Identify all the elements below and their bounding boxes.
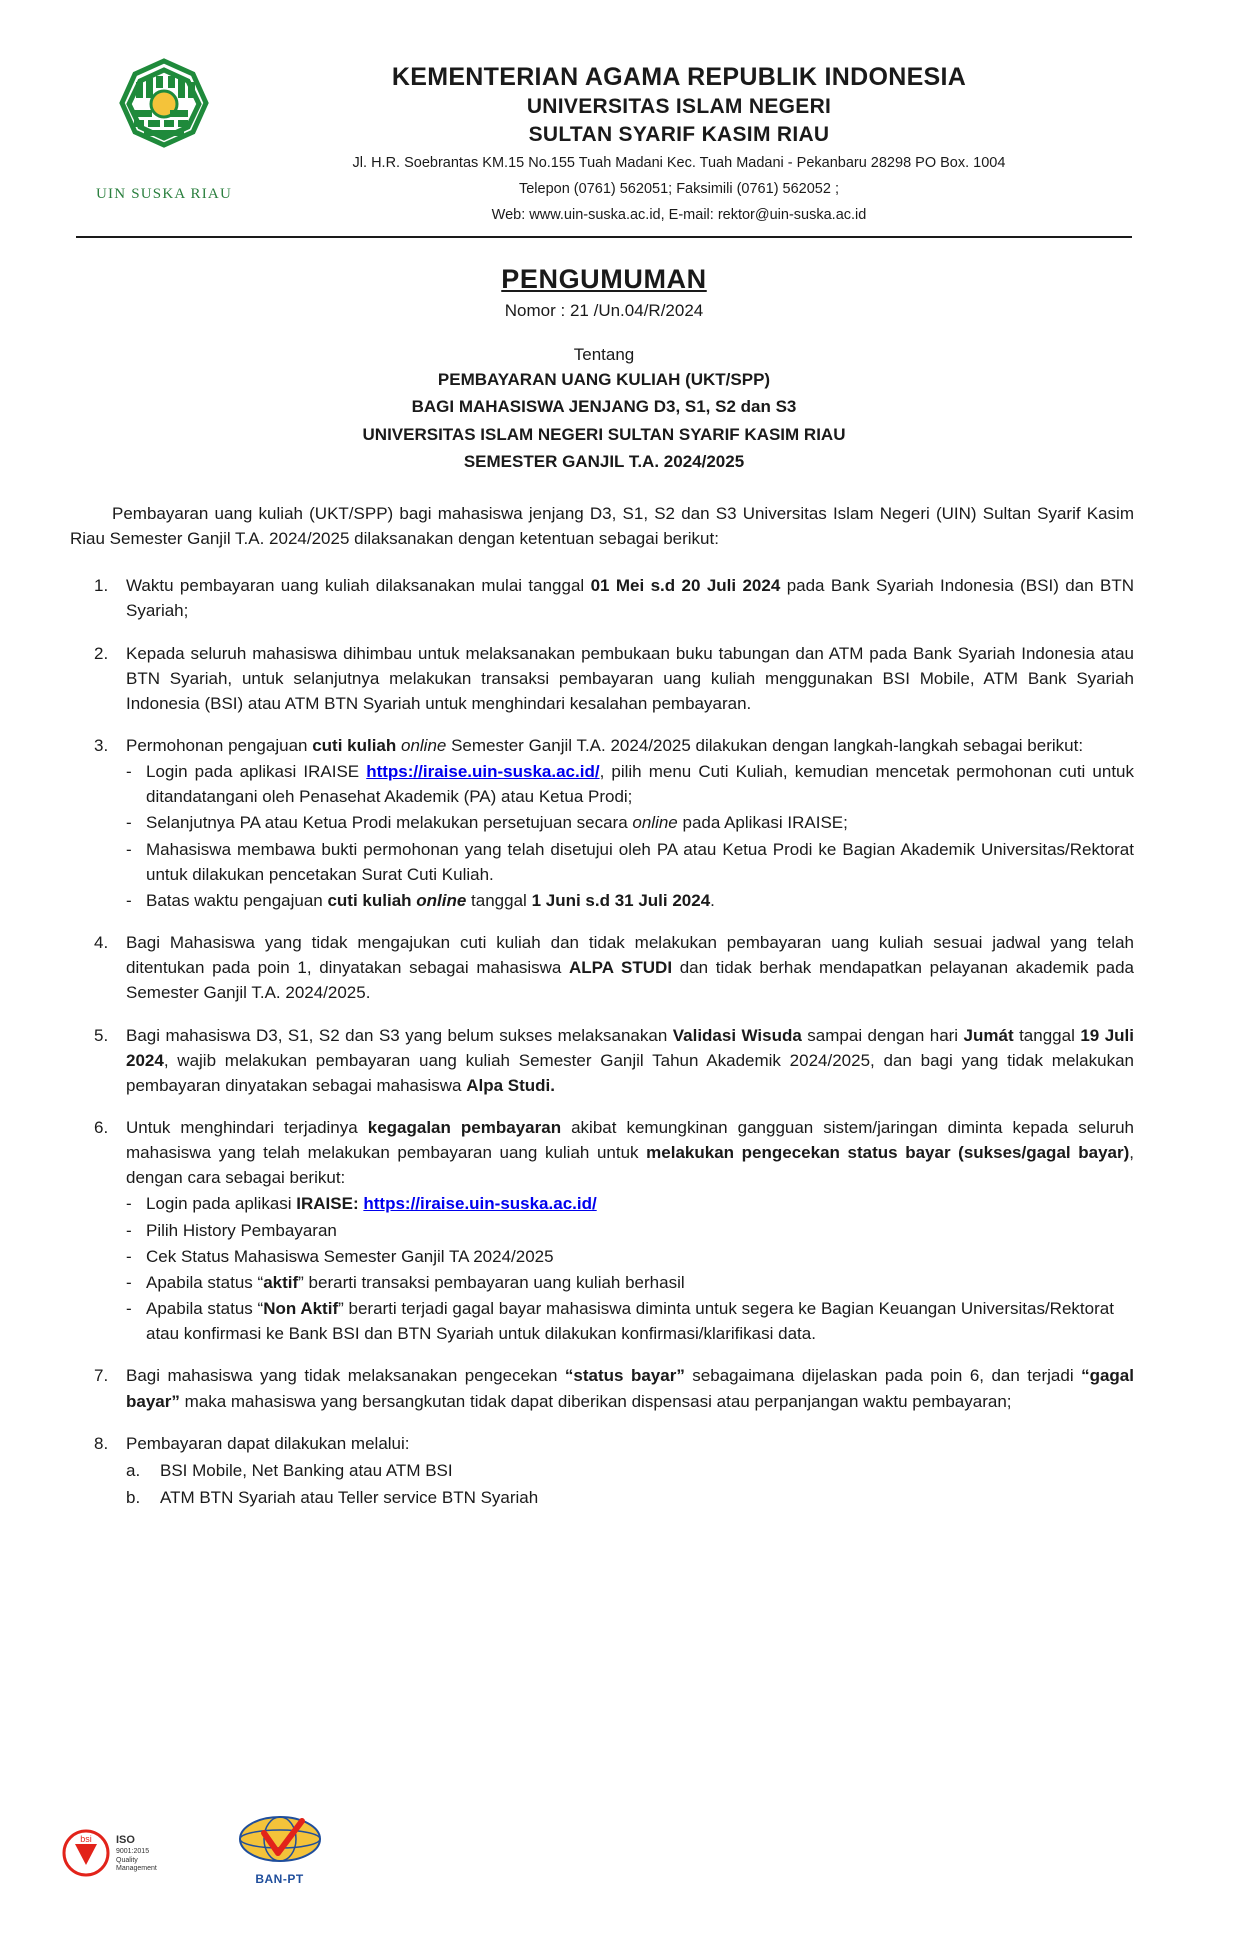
clause-5-text-d: , wajib melakukan pembayaran uang kuliah Semester Ganjil Tahun Akademik 2024/2025, dan bagi yang tidak melakukan pembayaran dinyatakan sebagai mahasiswa (126, 1050, 1134, 1095)
list-item (126, 1458, 1134, 1483)
page-title: PENGUMUMAN (501, 263, 707, 294)
list-item (126, 810, 1134, 835)
clause-6-sub4-text-a: Apabila status “ (146, 1272, 264, 1292)
clause-3-sublist (126, 759, 1134, 913)
clause-7-text-b: sebagaimana dijelaskan pada poin 6, dan terjadi (684, 1366, 1082, 1386)
title-block (64, 264, 1144, 475)
clause-6-sub2-text: Pilih History Pembayaran (146, 1220, 337, 1240)
clause-3-sub4-bold: cuti kuliah (327, 890, 417, 910)
clause-6-sub4-text-b: ” berarti transaksi pembayaran uang kuliah berhasil (298, 1272, 685, 1292)
document-number-label: Nomor : (504, 300, 566, 320)
svg-text:ISO: ISO (116, 1834, 135, 1846)
clause-3-sub4-text-a: Batas waktu pengajuan (146, 890, 328, 910)
uin-suska-logo-icon (100, 56, 228, 184)
clause-6-bold-cek: melakukan pengecekan status bayar (sukses/gagal bayar) (646, 1143, 1130, 1163)
clause-5-bold-validasi: Validasi Wisuda (672, 1025, 802, 1045)
clause-number: 1. (94, 576, 109, 596)
clause-list (64, 573, 1144, 1510)
clause-3-sub1-text-a: Login pada aplikasi IRAISE (146, 762, 367, 782)
clause-item-1 (70, 573, 1134, 623)
list-item (126, 759, 1134, 809)
clause-1-dates: 01 Mei s.d 20 Juli 2024 (590, 576, 781, 596)
list-item (126, 1218, 1134, 1243)
iso-badge-icon (62, 1825, 182, 1881)
clause-8-text: Pembayaran dapat dilakukan melalui: (126, 1433, 410, 1453)
clause-6-sub5-text-b: ” berarti terjadi gagal bayar mahasiswa diminta untuk segera ke Bagian Keuangan Universitas/Rektorat atau konfirmasi ke Bank BSI dan BTN Syariah untuk dilakukan konfirmasi/klarifikasi data. (146, 1299, 1114, 1344)
clause-5-text-b: sampai dengan hari (801, 1025, 964, 1045)
dash-bullet: - (126, 1220, 132, 1240)
dash-bullet: - (126, 1246, 132, 1266)
svg-text:Management: Management (116, 1865, 157, 1872)
clause-6-status-non-aktif: Non Aktif (263, 1299, 339, 1319)
document-number (64, 301, 1144, 321)
clause-number: 4. (94, 933, 109, 953)
svg-text:Quality: Quality (116, 1857, 138, 1864)
clause-3-sub2-text-b: pada Aplikasi IRAISE; (677, 813, 848, 833)
clause-1-text-a: Waktu pembayaran uang kuliah dilaksanakan mulai tanggal (126, 576, 591, 596)
clause-7-text-c: maka mahasiswa yang bersangkutan tidak dapat diberikan dispensasi atau perpanjangan waktu pembayaran; (179, 1391, 1012, 1411)
clause-number: 2. (94, 643, 109, 663)
clause-5-bold-day: Jumát (963, 1025, 1014, 1045)
dash-bullet: - (126, 839, 132, 859)
clause-item-5 (70, 1023, 1134, 1098)
university-name-line2: SULTAN SYARIF KASIM RIAU (528, 122, 830, 146)
list-letter: a. (126, 1460, 141, 1480)
clause-5-text-c: tanggal (1013, 1025, 1081, 1045)
dash-bullet: - (126, 813, 132, 833)
institution-logo-block (74, 48, 254, 203)
clause-number: 3. (94, 735, 109, 755)
clause-3-sub4-dates: 1 Juni s.d 31 Juli 2024 (531, 890, 711, 910)
clause-6-sub5-text-a: Apabila status “ (146, 1299, 264, 1319)
clause-8-option-b: ATM BTN Syariah atau Teller service BTN Syariah (160, 1488, 539, 1508)
clause-item-2 (70, 641, 1134, 716)
clause-3-italic: online (401, 735, 447, 755)
clause-body (126, 1023, 1134, 1098)
clause-7-text-a: Bagi mahasiswa yang tidak melaksanakan pengecekan (126, 1366, 565, 1386)
subject-line-4: SEMESTER GANJIL T.A. 2024/2025 (463, 452, 745, 472)
list-item (126, 837, 1134, 887)
clause-number: 8. (94, 1433, 109, 1453)
ministry-name: KEMENTERIAN AGAMA REPUBLIK INDONESIA (391, 63, 967, 91)
iraise-link[interactable]: https://iraise.uin-suska.ac.id/ (366, 762, 600, 782)
address-line1: Jl. H.R. Soebrantas KM.15 No.155 Tuah Madani Kec. Tuah Madani - Pekanbaru 28298 PO Box. 1004 (352, 154, 1006, 171)
clause-6-text-b: akibat kemungkinan gangguan sistem/jaringan diminta kepada seluruh mahasiswa yang telah melakukan pembayaran uang kuliah untuk (126, 1118, 1134, 1163)
list-item (126, 1485, 1134, 1510)
clause-number: 6. (94, 1118, 109, 1138)
clause-body (126, 1363, 1134, 1413)
clause-item-7 (70, 1363, 1134, 1413)
clause-body (126, 1115, 1134, 1346)
clause-6-status-aktif: aktif (263, 1272, 299, 1292)
clause-4-bold: ALPA STUDI (569, 958, 673, 978)
clause-8-sublist (126, 1458, 1134, 1510)
clause-3-text-a: Permohonan pengajuan (126, 735, 313, 755)
clause-body (126, 573, 1134, 623)
clause-5-text-a: Bagi mahasiswa D3, S1, S2 dan S3 yang belum sukses melaksanakan (126, 1025, 673, 1045)
dash-bullet: - (126, 1299, 132, 1319)
clause-body (126, 1431, 1134, 1510)
clause-6-sub3-text: Cek Status Mahasiswa Semester Ganjil TA 2024/2025 (146, 1246, 554, 1266)
clause-body (126, 930, 1134, 1005)
list-letter: b. (126, 1488, 141, 1508)
clause-3-sub4-text-c: . (710, 890, 715, 910)
clause-3-text-b: Semester Ganjil T.A. 2024/2025 dilakukan dengan langkah-langkah sebagai berikut: (446, 735, 1084, 755)
letterhead (64, 48, 1144, 226)
clause-body (126, 733, 1134, 913)
list-item (126, 888, 1134, 913)
clause-3-sub4-text-b: tanggal (466, 890, 532, 910)
dash-bullet: - (126, 1272, 132, 1292)
iraise-link[interactable]: https://iraise.uin-suska.ac.id/ (363, 1194, 597, 1214)
clause-5-bold-alpa: Alpa Studi. (466, 1075, 555, 1095)
list-item (126, 1296, 1134, 1346)
letterhead-text (254, 48, 1144, 226)
footer-logos (62, 1813, 337, 1886)
clause-number: 5. (94, 1025, 109, 1045)
ban-pt-icon (234, 1813, 326, 1871)
clause-3-sub4-italic: online (416, 890, 467, 910)
dash-bullet: - (126, 1194, 132, 1214)
clause-4-text-a: Bagi Mahasiswa yang tidak mengajukan cuti kuliah dan tidak melakukan pembayaran uang kuliah sesuai jadwal yang telah ditentukan pada poin 1, dinyatakan sebagai mahasiswa (126, 933, 1134, 978)
letterhead-divider (76, 236, 1132, 238)
clause-5-bold-date: 19 Juli 2024 (126, 1025, 1134, 1070)
clause-item-6 (70, 1115, 1134, 1346)
ban-pt-caption: BAN-PT (255, 1872, 304, 1886)
clause-7-bold-gagal: “gagal bayar” (126, 1366, 1134, 1411)
clause-6-sub1-text: Login pada aplikasi (146, 1194, 297, 1214)
list-item (126, 1191, 1134, 1216)
clause-number: 7. (94, 1366, 109, 1386)
about-label: Tentang (573, 344, 635, 364)
logo-caption: UIN SUSKA RIAU (96, 186, 232, 202)
ban-pt-logo (222, 1813, 337, 1886)
university-name-line1: UNIVERSITAS ISLAM NEGERI (526, 95, 832, 119)
clause-7-bold-status: “status bayar” (564, 1366, 685, 1386)
clause-3-sub2-italic: online (632, 813, 678, 833)
clause-4-text-b: dan tidak berhak mendapatkan pelayanan akademik pada Semester Ganjil T.A. 2024/2025. (126, 958, 1134, 1003)
clause-3-sub1-text-b: , pilih menu Cuti Kuliah, kemudian mencetak permohonan cuti untuk ditandatangani oleh Penasehat Akademik (PA) atau Ketua Prodi; (146, 762, 1134, 807)
dash-bullet: - (126, 890, 132, 910)
list-item (126, 1244, 1134, 1269)
iso-certification-logo (62, 1825, 182, 1886)
svg-text:9001:2015: 9001:2015 (116, 1848, 150, 1855)
clause-6-text-c: , dengan cara sebagai berikut: (126, 1143, 1134, 1188)
clause-3-sub2-text-a: Selanjutnya PA atau Ketua Prodi melakukan persetujuan secara (146, 813, 633, 833)
clause-1-text-b: pada Bank Syariah Indonesia (BSI) dan BTN Syariah; (126, 576, 1134, 621)
subject-line-1: PEMBAYARAN UANG KULIAH (UKT/SPP) (437, 369, 771, 389)
clause-8-option-a: BSI Mobile, Net Banking atau ATM BSI (160, 1460, 453, 1480)
list-item (126, 1270, 1134, 1295)
clause-6-sub1-bold: IRAISE: (296, 1194, 359, 1214)
subject-line-3: UNIVERSITAS ISLAM NEGERI SULTAN SYARIF KASIM RIAU (362, 424, 846, 444)
clause-item-8 (70, 1431, 1134, 1510)
clause-item-4 (70, 930, 1134, 1005)
svg-text:bsi: bsi (80, 1834, 92, 1844)
clause-item-3 (70, 733, 1134, 913)
clause-2-text: Kepada seluruh mahasiswa dihimbau untuk melaksanakan pembukaan buku tabungan dan ATM pada Bank Syariah Indonesia atau BTN Syariah, untuk selanjutnya melakukan transaksi pembayaran uang kuliah menggunakan BSI Mobile, ATM Bank Syariah Indonesia (BSI) atau ATM BTN Syariah untuk menghindari kesalahan pembayaran. (126, 643, 1134, 713)
clause-6-sublist (126, 1191, 1134, 1346)
clause-3-bold: cuti kuliah (312, 735, 401, 755)
clause-6-text-a: Untuk menghindari terjadinya (126, 1118, 368, 1138)
dash-bullet: - (126, 762, 132, 782)
clause-3-sub3-text: Mahasiswa membawa bukti permohonan yang telah disetujui oleh PA atau Ketua Prodi ke Bagian Akademik Universitas/Rektorat untuk dilakukan pencetakan Surat Cuti Kuliah. (146, 839, 1134, 884)
subject-line-2: BAGI MAHASISWA JENJANG D3, S1, S2 dan S3 (411, 397, 797, 417)
intro-paragraph: Pembayaran uang kuliah (UKT/SPP) bagi mahasiswa jenjang D3, S1, S2 dan S3 Universitas Islam Negeri (UIN) Sultan Syarif Kasim Riau Semester Ganjil T.A. 2024/2025 dilaksanakan dengan ketentuan sebagai berikut: (70, 503, 1134, 549)
address-line3: Web: www.uin-suska.ac.id, E-mail: rektor@uin-suska.ac.id (491, 206, 867, 223)
address-line2: Telepon (0761) 562051; Faksimili (0761) 562052 ; (518, 180, 839, 197)
clause-body (126, 641, 1134, 716)
document-number-value: 21 /Un.04/R/2024 (569, 300, 704, 320)
clause-6-bold-gagal: kegagalan pembayaran (367, 1118, 562, 1138)
